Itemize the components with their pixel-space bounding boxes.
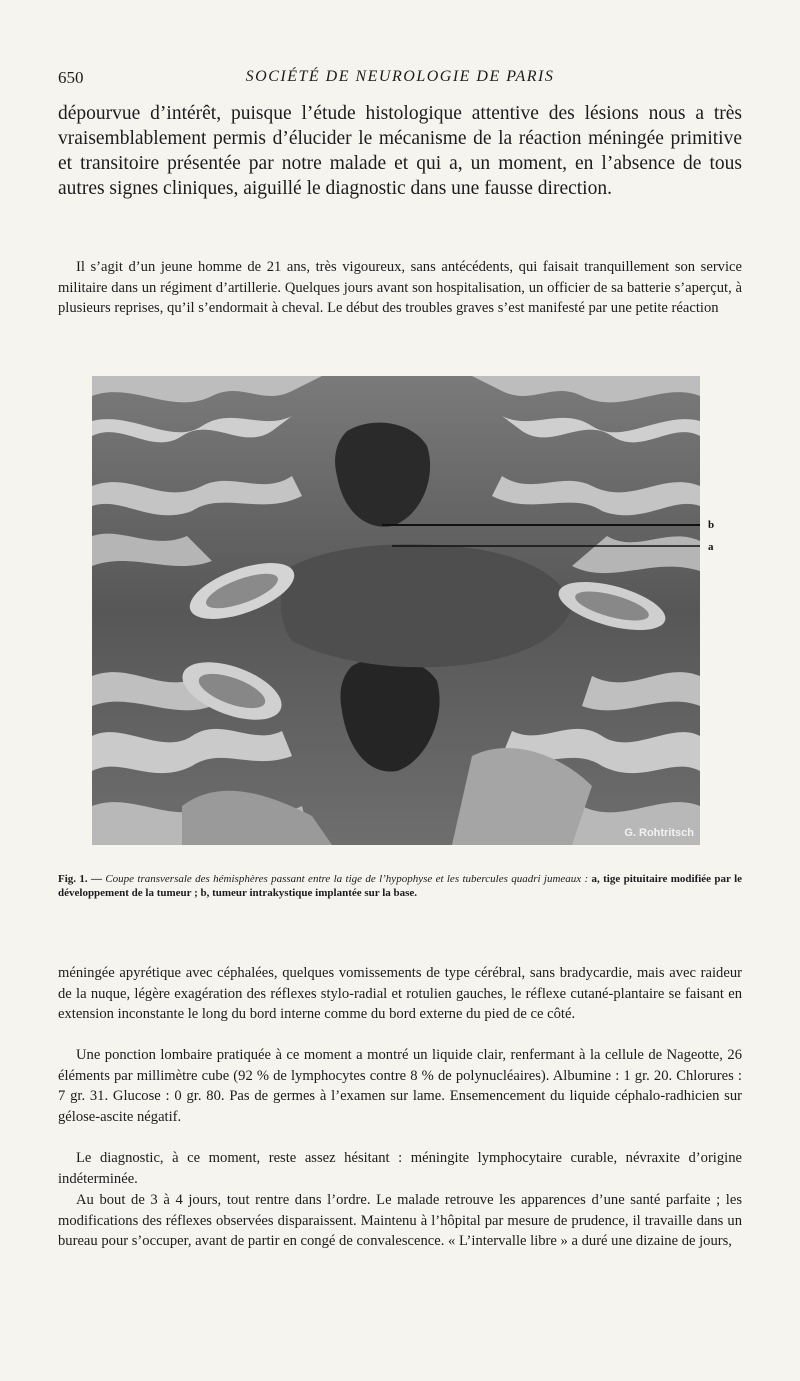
- photographer-credit: G. Rohtritsch: [624, 827, 694, 839]
- caption-prefix: Fig. 1. —: [58, 873, 102, 885]
- figure-caption: [58, 873, 742, 900]
- figure-label-a: a: [708, 541, 714, 553]
- page-header: [58, 68, 742, 92]
- caption-title: Coupe transversale des hémisphères passant entre la tige de l’hypophyse et les tubercules quadri jumeaux :: [105, 873, 589, 885]
- page-number: 650: [58, 68, 84, 87]
- brain-section-figure: [92, 376, 700, 845]
- figure-label-b: b: [708, 519, 715, 531]
- case-history-paragraph: Il s’agit d’un jeune homme de 21 ans, très vigoureux, sans antécédents, qui faisait tranquillement son service militaire dans un régiment d’artillerie. Quelques jours avant son hospitalisation, un officier de sa batterie s’aperçut, à plusieurs reprises, qu’il s’endormait à cheval. Le début des troubles graves s’est manifesté par une petite réaction: [58, 259, 742, 316]
- diagnosis-paragraph: Le diagnostic, à ce moment, reste assez hésitant : méningite lymphocytaire curable, névraxite d’origine indéterminée.: [58, 1150, 742, 1187]
- intro-paragraph: dépourvue d’intérêt, puisque l’étude histologique attentive des lésions nous a très vraisemblablement permis d’élucider le mécanisme de la réaction méningée primitive et transitoire présentée par notre malade et qui a, un moment, en l’absence de tous autres signes cliniques, aiguillé le diagnostic dans une fausse direction.: [58, 103, 742, 199]
- symptoms-paragraph: méningée apyrétique avec céphalées, quelques vomissements de type cérébral, sans bradycardie, mais avec raideur de la nuque, légère exagération des réflexes stylo-radial et rotulien gauches, le réflexe cutané-plantaire se faisant en extension inconstante le long du bord interne comme du bord externe du pied de ce côté.: [58, 965, 742, 1022]
- caption-legend: a, tige pituitaire modifiée par le développement de la tumeur ; b, tumeur intrakystique implantée sur la base.: [58, 873, 743, 899]
- recovery-paragraph: Au bout de 3 à 4 jours, tout rentre dans l’ordre. Le malade retrouve les apparences d’une santé parfaite ; les modifications des réflexes observées disparaissent. Maintenu à l’hôpital par mesure de prudence, il travaille dans un bureau pour s’occuper, avant de partir en congé de convalescence. « L’intervalle libre » a duré une dizaine de jours,: [58, 1192, 742, 1249]
- lumbar-puncture-paragraph: Une ponction lombaire pratiquée à ce moment a montré un liquide clair, renfermant à la cellule de Nageotte, 26 éléments par millimètre cube (92 % de lymphocytes contre 8 % de polynucléaires). Albumine : 1 gr. 20. Chlorures : 7 gr. 31. Glucose : 0 gr. 80. Pas de germes à l’examen sur lame. Ensemencement du liquide céphalo-radhicien sur gélose-ascite négatif.: [58, 1047, 742, 1125]
- running-title: SOCIÉTÉ DE NEUROLOGIE DE PARIS: [245, 68, 555, 85]
- brain-section-photograph: [92, 376, 700, 845]
